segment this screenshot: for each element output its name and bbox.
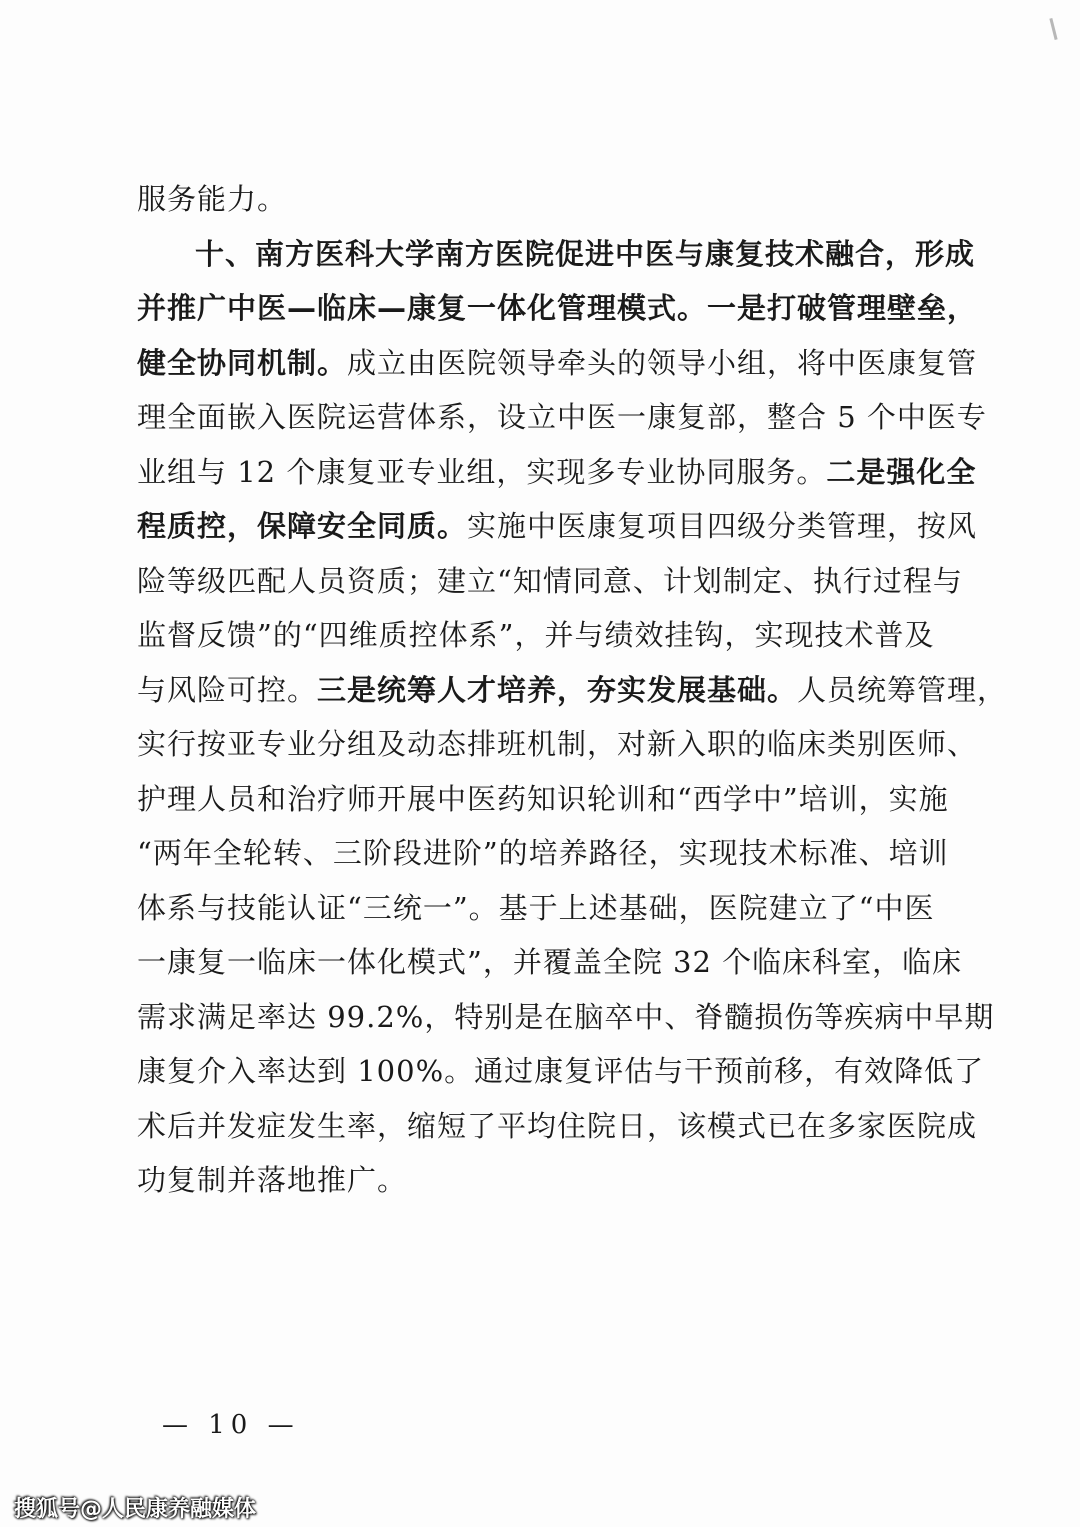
text-line [137,554,963,609]
bold-text-segment: 二是强化全 [826,454,977,489]
body-text [137,172,1008,1208]
text-line [137,663,1008,718]
text-segment: 需求满足率达 99.2%，特别是在脑卒中、脊髓损伤等疾病中早期 [137,999,995,1034]
text-line [137,608,943,663]
text-segment: 理全面嵌入医院运营体系，设立中医一康复部，整合 5 个中医专 [137,400,987,434]
text-line [137,935,963,990]
text-segment: “两年全轮转、三阶段进阶”的培养路径，实现技术标准、培训 [137,836,949,870]
text-segment: 实施中医康复项目四级分类管理，按风 [467,509,978,543]
scan-artifact-mark [1049,18,1057,40]
bold-text-segment: 一是打破管理壁垒， [707,291,978,325]
text-line [137,172,943,227]
page-number: — 10 — [162,1410,300,1440]
text-line [137,1099,978,1154]
text-line [137,445,977,500]
text-line [137,336,978,391]
text-segment: 实行按亚专业分组及动态排班机制，对新入职的临床类别医师、 [137,727,978,761]
bold-text-segment: 程质控，保障安全同质。 [137,509,468,543]
text-line [137,1153,943,1208]
text-segment: 人员统筹管理， [797,672,1008,707]
text-segment: 功复制并落地推广。 [137,1163,408,1197]
text-line [137,881,943,936]
text-line [137,717,978,772]
text-segment: 康复介入率达到 100%。通过康复评估与干预前移，有效降低了 [137,1054,985,1088]
bold-text-segment: 健全协同机制。 [137,345,348,380]
watermark-text: 搜狐号@人民康养融媒体 [14,1497,257,1522]
text-line [137,772,949,827]
text-line [137,826,949,881]
text-segment: 业组与 12 个康复亚专业组，实现多专业协同服务。 [137,454,827,489]
text-segment: 成立由医院领导牵头的领导小组，将中医康复管 [347,345,978,380]
text-line [137,281,978,336]
bold-text-segment: 十、南方医科大学南方医院促进中医与康复技术融合，形成 [195,236,976,271]
text-segment: 术后并发症发生率，缩短了平均住院日，该模式已在多家医院成 [137,1108,978,1143]
text-segment: 护理人员和治疗师开展中医药知识轮训和“西学中”培训，实施 [137,781,949,816]
text-segment: 监督反馈”的“四维质控体系”，并与绩效挂钩，实现技术普及 [137,618,935,652]
text-segment: 与风险可控。 [137,672,318,707]
text-line [137,390,987,445]
bold-text-segment: 三是统筹人才培养，夯实发展基础。 [317,672,798,707]
text-line [137,227,976,282]
text-line [137,1044,985,1099]
bold-text-segment: 并推广中医—临床—康复一体化管理模式。 [137,291,708,325]
text-segment: 一康复一临床一体化模式”，并覆盖全院 32 个临床科室，临床 [137,945,963,979]
text-line [137,499,978,554]
text-segment: 体系与技能认证“三统一”。基于上述基础，医院建立了“中医 [137,890,935,925]
text-segment: 服务能力。 [137,182,288,216]
text-segment: 险等级匹配人员资质；建立“知情同意、计划制定、执行过程与 [137,563,963,598]
text-line [137,990,995,1045]
